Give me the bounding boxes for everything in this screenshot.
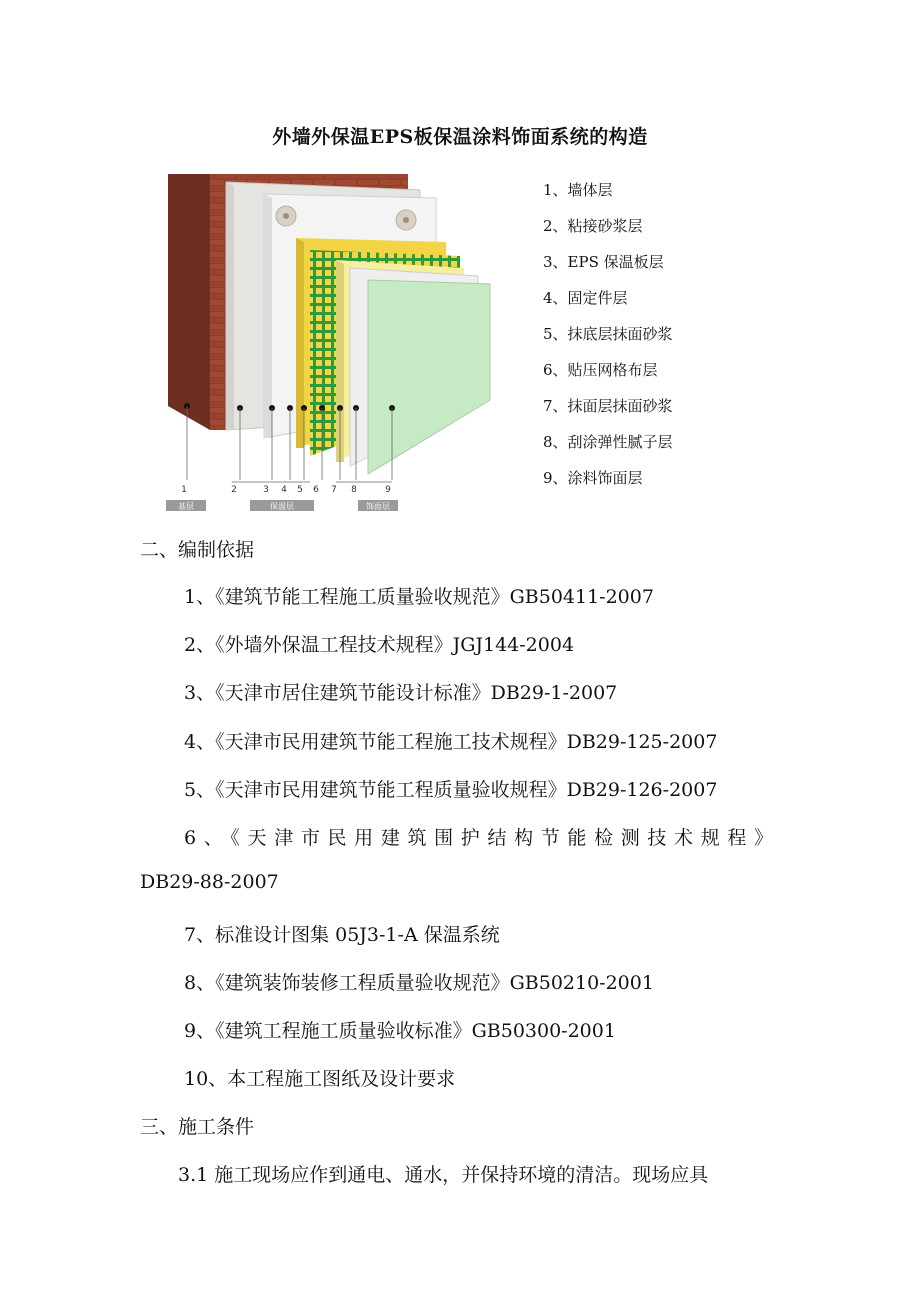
figure-number-9: 9 [385,485,391,495]
paragraph: 3.1 施工现场应作到通电、通水，并保持环境的清洁。现场应具 [178,1164,709,1186]
legend-item: 4、固定件层 [543,289,628,307]
legend-item: 1、墙体层 [543,181,613,199]
group-label-insulation: 保温层 [270,502,294,511]
legend-item: 8、刮涂弹性腻子层 [543,433,673,451]
reference-item: 10、本工程施工图纸及设计要求 [184,1068,456,1090]
figure-number-7: 7 [331,485,337,495]
figure-number-2: 2 [231,485,237,495]
legend-item: 6、贴压网格布层 [543,361,658,379]
layer-legend [543,178,673,502]
figure-number-6: 6 [313,485,319,495]
reference-item: 6、《天津市民用建筑围护结构节能检测技术规程》 [184,827,773,849]
figure-number-8: 8 [351,485,357,495]
figure-number-1: 1 [181,485,187,495]
reference-item: 7、标准设计图集 05J3-1-A 保温系统 [184,924,500,946]
reference-item: 4、《天津市民用建筑节能工程施工技术规程》DB29-125-2007 [184,731,718,753]
reference-item: 3、《天津市居住建筑节能设计标准》DB29-1-2007 [184,682,618,704]
document-title: 外墙外保温EPS板保温涂料饰面系统的构造 [272,126,648,148]
group-label-base: 基层 [178,502,194,511]
figure-number-4: 4 [281,485,287,495]
reference-item: 5、《天津市民用建筑节能工程质量验收规程》DB29-126-2007 [184,779,718,801]
section-heading: 三、施工条件 [140,1116,255,1138]
legend-item: 2、粘接砂浆层 [543,217,643,235]
insulation-layers-diagram [160,168,520,518]
legend-item: 5、抹底层抹面砂浆 [543,325,673,343]
legend-item: 3、EPS 保温板层 [543,253,664,271]
legend-item: 7、抹面层抹面砂浆 [543,397,673,415]
group-labels [166,500,398,511]
legend-item: 9、涂料饰面层 [543,469,643,487]
figure-number-5: 5 [297,485,303,495]
layer-paint [368,280,490,474]
group-label-finish: 饰面层 [366,502,390,511]
reference-item-continuation: DB29-88-2007 [140,871,279,893]
reference-item: 1、《建筑节能工程施工质量验收规范》GB50411-2007 [184,586,654,608]
reference-item: 2、《外墙外保温工程技术规程》JGJ144-2004 [184,634,575,656]
figure-number-3: 3 [263,485,269,495]
section-heading: 二、编制依据 [140,539,255,561]
reference-item: 9、《建筑工程施工质量验收标准》GB50300-2001 [184,1020,616,1042]
reference-item: 8、《建筑装饰装修工程质量验收规范》GB50210-2001 [184,972,654,994]
